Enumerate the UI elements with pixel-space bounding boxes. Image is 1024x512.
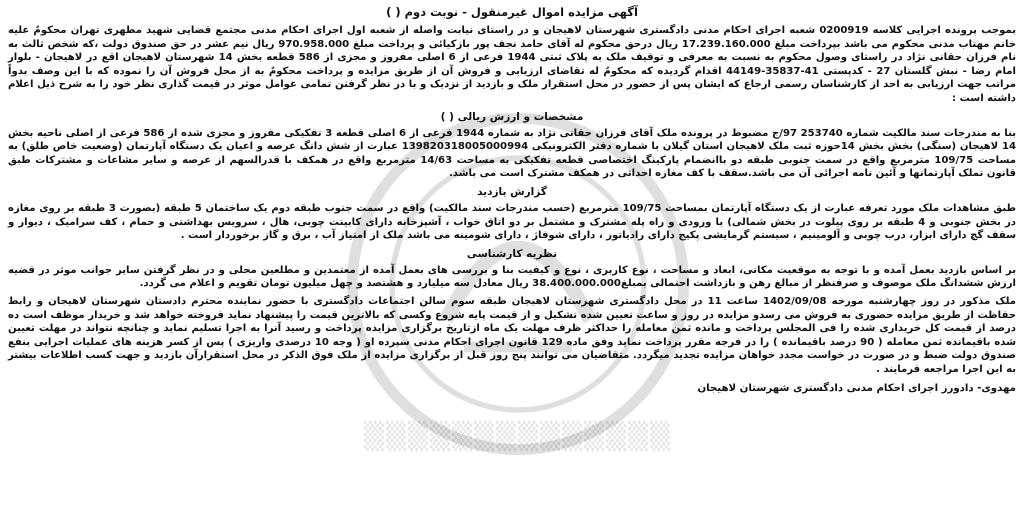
intro-paragraph: بموجب پرونده اجرایی کلاسه 0200919 شعبه اجرای احکام مدنی دادگستری شهرستان لاهیجان و در راستای نیابت واصله از شعبه اول اجرای احکام مدنی مجتمع قضایی شهید مطهری تهران محکومٌ علیه خانم مهتاب مدنی محکوم می باشد بپرداخت مبلغ 17.239.160.000 ریال درحق محکوم له آقای حامد نجف پور بازکیائی و پرداخت مبلغ 970.958.000 ریال نیم عشر در حق صندوق دولت ،که شخص ثالث به نام فرزان حقانی نژاد در راستای وصول محکوم به نسبت به معرفی و توقیف ملک به پلاک ثبتی 1944 فرعی از 6 اصلی مفروز و مجزی از 586 قطعه بخش 14 شهرستان لاهیجان اقع در لاهیجان - بلوار امام رضا - نبش گلستان 27 - کدپستی 41-35837-44149 اقدام گردیده که محکومٌ له تقاضای ارزیابی و فروش آن از طریق مزایده و پرداخت محکومٌ به از محل فروش آن را نموده که با این وصف بدواً مراتب جهت ارزیابی به احد از کارشناسان رسمی ارجاع که ایشان پس از حضور در محل استقرار ملک و بازدید از نزدیک و با در نظر گرفتن تمامی عوامل موثر در قیمت گذاری نظر خود را به شرح ذیل اعلام داشته است : (8, 25, 1017, 104)
expert-paragraph: بر اساس بازدید بعمل آمده و با توجه به موقعیت مکانی، ابعاد و مساحت ، نوع کاربری ، نوع و کیفیت بنا و بررسی های بعمل آمده از معتمدین و مطلعین محلی و در نظر گرفتن سایر جوانب موثر در قضیه ارزش ششدانگ ملک موصوف و صرفنظر از مبالغ رهن و بازداشت احتمالی بمبلغ38.400.000.000 ریال معادل سه میلیارد و هشتصد و چهل میلیون تومان تقویم و اعلام می گردد. (8, 264, 1016, 290)
visit-paragraph: طبق مشاهدات ملک مورد تعرفه عبارت از یک دستگاه آپارتمان بمساحت 109/75 مترمربع (حسب مندرجات سند مالکیت) واقع در سمت جنوب طبقه دوم یک ساختمان 5 طبقه (بصورت 3 طبقه بر روی مغازه در بخش جنوبی و 4 طبقه بر روی پیلوت در بخش شمالی) با ورودی و راه پله مشترک و مشتمل بر دو اتاق خواب ، آشپزخانه دارای کابینت چوبی، هال ، سرویس بهداشتی و حمام ، کف سرامیک ، دیوار و سقف گچ دارای ابزار، درب چوبی و آلومینیم ، سیستم گرمایشی پکیج دارای رادیاتور ، دارای شوفاژ ، دارای شومینه می باشد ملک از امتیاز آب ، برق و گاز برخوردار است . (8, 202, 1017, 242)
watermark-text-art: ▒▒▒▒▒▒▒▒▒▒▒▒▒▒ (364, 422, 672, 452)
spec-paragraph: بنا به مندرجات سند مالکیت شماره 253740 97/ج مضبوط در پرونده ملک آقای فرزان حقانی نژاد به شماره 1944 فرعی از 6 اصلی قطعه 3 تفکیکی مفروز و مجزی شده از 586 فرعی از اصلی ناحیه بخش 14 لاهیجان (سنگی) بخش بخش 14حوزه ثبت ملک لاهیجان استان گیلان با شماره دفتر الکترونیکی 139820318005000994 عبارت از شش دانگ عرصه و اعیان یک دستگاه آپارتمان (وضعیت خاص طلق) به مساحت 109/75 مترمربع واقع در سمت جنوبی طبقه دو باانضمام پارکینگ اختصاصی قطعه تفکیکی به مساحت 14/63 مترمربع واقع در همکف با قدرالسهم از عرصه و سایر مشاعات و مشترکات طبق قانون تملک آپارتمانها و آئین نامه اجرائی آن می باشد.سقف با کف مغازه احداثی در همکف مشترک است می باشد. (8, 127, 1017, 180)
notice-title: آگهی مزایده اموال غیرمنقول - نوبت دوم ( ) (386, 5, 638, 19)
auction-notice (8, 4, 1016, 508)
auction-paragraph: ملک مذکور در روز چهارشنبه مورخه 1402/09/08 ساعت 11 در محل دادگستری شهرستان لاهیجان طبقه سوم سالن اجتماعات دادگستری با حضور نماینده محترم دادستان شهرستان لاهیجان و رابط حفاظت از طریق مزایده حضوری به فروش می رسدو مزایده در روز و ساعت تعیین شده تشکیل و از قیمت پایه شروع وکسی که بالاترین قیمت را پیشنهاد نماید فروخته خواهد شد و خریدار موظف است ده درصد از قیمت کل خریداری شده را فی المجلس پرداخت و مانده ثمن معامله را حداکثر ظرف مهلت یک ماه ازتاریخ برگزاری مزایده پرداخت و رسید آنرا به اجرا تسلیم نماید و چنانچه نتواند در مهلت تعیین شده باقیمانده ثمن معامله ( 90 درصد باقیمانده ) را در فرجه مقرر پرداخت نماید وفق ماده 129 قانون اجرای احکام مدنی سپرده او ( وجه 10 درصدی واریزی ) پس از کسر هزینه های عملیات اجرایی بنفع صندوق دولت ضبط و در صورت در خواست مجدد خواهان مزایده تجدید میگردد. متقاضیان می توانند پنج روز قبل از برگزاری مزایده از ملک فوق الذکر در محل استقرارآن بازدید و جهت کسب اطلاعات بیشتر به این اجرا مراجعه فرمایند . (8, 295, 1016, 375)
spec-heading: مشخصات و ارزش ریالی ( ) (440, 110, 584, 123)
expert-heading: نظریه کارشناسی (466, 247, 558, 260)
signature-line: مهدوی- دادورز اجرای احکام مدنی دادگستری شهرستان لاهیجان (697, 383, 1016, 395)
visit-heading: گزارش بازدید (477, 185, 547, 198)
